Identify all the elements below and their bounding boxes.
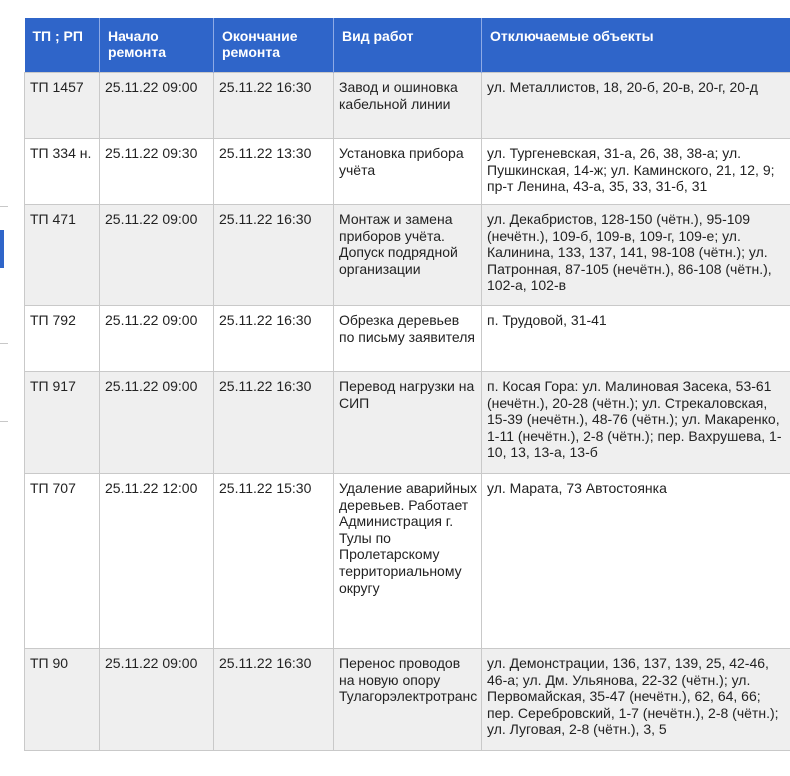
divider	[0, 343, 8, 344]
header-tp: ТП ; РП	[25, 18, 100, 73]
table-body	[25, 73, 790, 751]
cell-objects: п. Косая Гора: ул. Малиновая Засека, 53-61 (нечётн.), 20-28 (чётн.); ул. Стрекаловская, 15-39 (нечётн.), 48-76 (чётн.); ул. Макаренко, 1-11 (нечётн.), 2-8 (чётн.); пер. Вахрушева, 1-10, 13, 13-а, 13-б	[482, 372, 790, 474]
cell-end: 25.11.22 15:30	[214, 474, 334, 649]
cell-start: 25.11.22 09:00	[100, 205, 214, 306]
table-row	[25, 649, 790, 751]
cell-tp: ТП 334 н.	[25, 139, 100, 205]
cell-start: 25.11.22 09:00	[100, 306, 214, 372]
cell-start: 25.11.22 12:00	[100, 474, 214, 649]
cell-work: Обрезка деревьев по письму заявителя	[334, 306, 482, 372]
cell-start: 25.11.22 09:00	[100, 372, 214, 474]
cell-end: 25.11.22 16:30	[214, 73, 334, 139]
table-row	[25, 73, 790, 139]
cell-end: 25.11.22 16:30	[214, 306, 334, 372]
scroll-indicator[interactable]	[0, 230, 4, 268]
header-work: Вид работ	[334, 18, 482, 73]
divider	[0, 206, 8, 207]
cell-work: Монтаж и замена приборов учёта. Допуск подрядной организации	[334, 205, 482, 306]
table-header	[25, 18, 790, 73]
header-start: Начало ремонта	[100, 18, 214, 73]
cell-objects: ул. Марата, 73 Автостоянка	[482, 474, 790, 649]
cell-work: Удаление аварийных деревьев. Работает Администрация г. Тулы по Пролетарскому территориальному округу	[334, 474, 482, 649]
cell-end: 25.11.22 16:30	[214, 649, 334, 751]
cell-work: Установка прибора учёта	[334, 139, 482, 205]
cell-end: 25.11.22 16:30	[214, 372, 334, 474]
table-row	[25, 205, 790, 306]
table-row	[25, 306, 790, 372]
cell-tp: ТП 1457	[25, 73, 100, 139]
cell-end: 25.11.22 16:30	[214, 205, 334, 306]
cell-tp: ТП 471	[25, 205, 100, 306]
divider	[0, 421, 8, 422]
header-end: Окончание ремонта	[214, 18, 334, 73]
cell-tp: ТП 90	[25, 649, 100, 751]
cell-tp: ТП 707	[25, 474, 100, 649]
cell-objects: ул. Демонстрации, 136, 137, 139, 25, 42-46, 46-а; ул. Дм. Ульянова, 22-32 (чётн.); ул. Первомайская, 35-47 (нечётн.), 62, 64, 66; пер. Серебровский, 1-7 (нечётн.), 2-8 (чётн.); ул. Луговая, 2-8 (чётн.), 3, 5	[482, 649, 790, 751]
cell-start: 25.11.22 09:00	[100, 73, 214, 139]
table-row	[25, 139, 790, 205]
cell-work: Перевод нагрузки на СИП	[334, 372, 482, 474]
cell-objects: п. Трудовой, 31-41	[482, 306, 790, 372]
cell-objects: ул. Декабристов, 128-150 (чётн.), 95-109 (нечётн.), 109-б, 109-в, 109-г, 109-е; ул. Калинина, 133, 137, 141, 98-108 (чётн.); ул. Патронная, 87-105 (нечётн.), 86-108 (чётн.), 102-а, 102-в	[482, 205, 790, 306]
cell-work: Завод и ошиновка кабельной линии	[334, 73, 482, 139]
cell-tp: ТП 917	[25, 372, 100, 474]
table-row	[25, 474, 790, 649]
cell-start: 25.11.22 09:30	[100, 139, 214, 205]
cell-objects: ул. Металлистов, 18, 20-б, 20-в, 20-г, 20-д	[482, 73, 790, 139]
cell-work: Перенос проводов на новую опору Тулагорэлектротранс	[334, 649, 482, 751]
outage-schedule-table	[24, 18, 790, 751]
header-objects: Отключаемые объекты	[482, 18, 790, 73]
table-row	[25, 372, 790, 474]
cell-objects: ул. Тургеневская, 31-а, 26, 38, 38-а; ул. Пушкинская, 14-ж; ул. Каминского, 21, 12, 9; пр-т Ленина, 43-а, 35, 33, 31-б, 31	[482, 139, 790, 205]
cell-tp: ТП 792	[25, 306, 100, 372]
left-margin	[0, 0, 24, 776]
cell-end: 25.11.22 13:30	[214, 139, 334, 205]
cell-start: 25.11.22 09:00	[100, 649, 214, 751]
